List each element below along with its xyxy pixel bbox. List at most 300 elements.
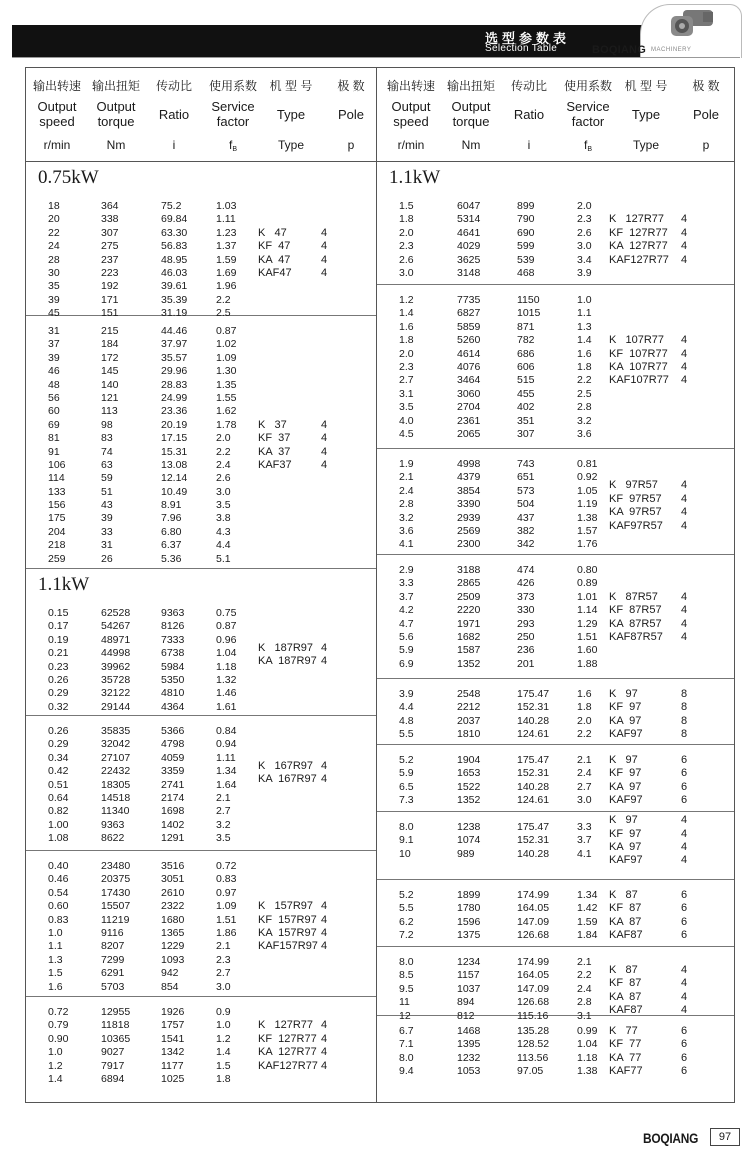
- factor-cell: 2.4: [577, 767, 592, 780]
- torque-cell: 2939: [457, 511, 481, 524]
- factor-cell: 1.61: [216, 700, 237, 713]
- factor-cell: 2.5: [577, 387, 592, 400]
- torque-cell: 3188: [457, 564, 481, 576]
- pole-value: 4: [321, 226, 328, 239]
- header-en-line: Service: [566, 99, 610, 114]
- torque-cell: 54267: [101, 620, 131, 633]
- speed-cell: 0.51: [48, 778, 69, 791]
- ratio-cell: 871: [517, 320, 535, 333]
- torque-cell: 6047: [457, 200, 481, 212]
- pole-value: 6: [681, 754, 688, 766]
- torque-cell: 9027: [101, 1046, 125, 1059]
- factor-cell: 1.32: [216, 673, 237, 686]
- factor-cell: 1.86: [216, 926, 237, 939]
- ratio-cell: 782: [517, 334, 535, 347]
- brand-logo: BOQIANG: [592, 44, 646, 56]
- torque-cell: 7917: [101, 1059, 125, 1072]
- torque-cell: 98: [101, 418, 113, 431]
- torque-cell: 15507: [101, 900, 131, 913]
- speed-cell: 2.7: [399, 374, 414, 387]
- torque-cell: 3060: [457, 387, 481, 400]
- ratio-cell: 1757: [161, 1019, 185, 1032]
- gearmotor-icon: [665, 8, 717, 38]
- ratio-cell: 152.31: [517, 701, 550, 714]
- torque-cell: 307: [101, 226, 119, 239]
- speed-cell: 1.4: [48, 1072, 63, 1085]
- header-en-line: speed: [39, 114, 75, 129]
- factor-cell: 0.87: [216, 620, 237, 633]
- pole-value: 4: [321, 418, 328, 431]
- ratio-cell: 147.09: [517, 982, 550, 995]
- factor-cell: 1.59: [577, 915, 598, 928]
- header-unit-5: p: [347, 138, 355, 152]
- torque-cell: 1232: [457, 1051, 481, 1064]
- type-name: KF 97: [609, 767, 642, 780]
- speed-cell: 3.6: [399, 524, 414, 537]
- speed-cell: 5.5: [399, 728, 414, 741]
- factor-cell: 1.2: [216, 1032, 231, 1045]
- ratio-cell: 10.49: [161, 485, 188, 498]
- factor-cell: 0.80: [577, 564, 598, 576]
- pole-value: 4: [681, 374, 688, 387]
- torque-cell: 151: [101, 307, 119, 320]
- factor-cell: 1.6: [577, 688, 592, 700]
- factor-cell: 1.59: [216, 253, 237, 266]
- factor-cell: 2.1: [577, 956, 592, 968]
- speed-cell: 4.2: [399, 604, 414, 617]
- pole-value: 8: [681, 688, 688, 700]
- ratio-cell: 152.31: [517, 834, 550, 847]
- pole-value: 8: [681, 714, 688, 727]
- type-name: KAF97: [609, 794, 643, 807]
- torque-cell: 1810: [457, 728, 481, 741]
- speed-cell: 46: [48, 365, 60, 378]
- pole-value: 4: [321, 1032, 328, 1045]
- header-en-0: [27, 99, 87, 129]
- speed-cell: 0.29: [48, 738, 69, 751]
- speed-cell: 4.4: [399, 701, 414, 714]
- type-name: K 127R77: [609, 213, 665, 226]
- pole-value: 4: [321, 940, 328, 953]
- speed-cell: 2.8: [399, 498, 414, 511]
- ratio-cell: 1025: [161, 1072, 185, 1085]
- ratio-cell: 48.95: [161, 253, 188, 266]
- speed-cell: 0.15: [48, 607, 69, 619]
- type-name: KAF107R77: [609, 374, 669, 387]
- torque-cell: 894: [457, 996, 475, 1009]
- pole-value: 8: [681, 728, 688, 741]
- factor-cell: 0.83: [216, 873, 237, 886]
- header-en-0: [381, 99, 441, 129]
- factor-cell: 1.4: [216, 1046, 231, 1059]
- ratio-cell: 1291: [161, 832, 185, 845]
- speed-cell: 1.1: [48, 940, 63, 953]
- torque-cell: 192: [101, 280, 119, 293]
- speed-cell: 30: [48, 266, 60, 279]
- factor-cell: 1.11: [216, 213, 236, 226]
- factor-cell: 0.92: [577, 471, 598, 484]
- type-name: KAF97: [609, 728, 643, 741]
- type-name: KF 97: [609, 701, 642, 714]
- ratio-cell: 140.28: [517, 780, 550, 793]
- factor-cell: 2.0: [216, 432, 231, 445]
- type-name: K 37: [258, 418, 287, 431]
- ratio-cell: 35.57: [161, 351, 188, 364]
- power-section: [26, 716, 376, 851]
- ratio-cell: 5366: [161, 725, 185, 737]
- factor-cell: 5.1: [216, 552, 231, 565]
- header-cn-1: 输出扭矩: [91, 79, 140, 93]
- header-cn-2: 传动比: [510, 79, 547, 93]
- torque-cell: 51: [101, 485, 113, 498]
- factor-cell: 2.1: [577, 754, 592, 766]
- ratio-cell: 174.99: [517, 956, 550, 968]
- torque-cell: 2509: [457, 590, 481, 603]
- torque-cell: 83: [101, 432, 113, 445]
- factor-cell: 3.0: [577, 240, 592, 253]
- factor-cell: 0.96: [216, 633, 237, 646]
- speed-cell: 28: [48, 253, 60, 266]
- type-name: KF 77: [609, 1038, 642, 1051]
- pole-value: 4: [321, 913, 328, 926]
- torque-cell: 1238: [457, 821, 481, 833]
- factor-cell: 1.09: [216, 351, 237, 364]
- torque-cell: 2037: [457, 714, 481, 727]
- torque-cell: 29144: [101, 700, 131, 713]
- torque-cell: 113: [101, 405, 118, 418]
- type-name: KF 127R77: [609, 226, 668, 239]
- speed-cell: 1.0: [48, 926, 63, 939]
- pole-value: 6: [681, 1038, 688, 1051]
- factor-cell: 3.8: [216, 512, 231, 525]
- factor-cell: 2.1: [216, 791, 231, 804]
- ratio-cell: 1680: [161, 913, 185, 926]
- torque-cell: 989: [457, 847, 475, 860]
- torque-cell: 1352: [457, 794, 481, 807]
- ratio-cell: 164.05: [517, 969, 550, 982]
- torque-cell: 74: [101, 445, 113, 458]
- speed-cell: 1.9: [399, 458, 414, 470]
- factor-cell: 1.6: [577, 347, 592, 360]
- factor-cell: 1.19: [577, 498, 598, 511]
- torque-cell: 1522: [457, 780, 481, 793]
- factor-cell: 2.0: [577, 200, 592, 212]
- torque-cell: 1375: [457, 929, 481, 942]
- ratio-cell: 468: [517, 266, 535, 279]
- speed-cell: 3.3: [399, 577, 414, 590]
- factor-cell: 1.51: [216, 913, 237, 926]
- ratio-cell: 126.68: [517, 996, 550, 1009]
- torque-cell: 1037: [457, 982, 481, 995]
- speed-cell: 0.42: [48, 765, 69, 778]
- pole-value: 4: [321, 266, 328, 279]
- ratio-cell: 539: [517, 253, 535, 266]
- factor-cell: 0.99: [577, 1025, 598, 1037]
- type-name: KAF157R97: [258, 940, 318, 953]
- pole-value: 4: [681, 964, 688, 977]
- factor-cell: 1.0: [216, 1019, 231, 1032]
- power-section: [377, 679, 734, 745]
- ratio-cell: 686: [517, 347, 535, 360]
- ratio-cell: 599: [517, 240, 535, 253]
- header-en-line: Pole: [337, 107, 365, 122]
- type-name: KF 87: [609, 977, 642, 990]
- torque-cell: 2704: [457, 401, 481, 414]
- torque-cell: 35728: [101, 673, 131, 686]
- factor-cell: 0.81: [577, 458, 598, 470]
- torque-cell: 2212: [457, 701, 481, 714]
- brand-subtitle: MACHINERY: [651, 47, 692, 53]
- factor-cell: 2.8: [577, 996, 592, 1009]
- ratio-cell: 342: [517, 538, 535, 551]
- pole-value: 4: [321, 926, 328, 939]
- torque-cell: 2865: [457, 577, 481, 590]
- torque-cell: 48971: [101, 633, 131, 646]
- torque-cell: 1234: [457, 956, 481, 968]
- torque-cell: 8622: [101, 832, 125, 845]
- torque-cell: 32042: [101, 738, 131, 751]
- factor-cell: 1.69: [216, 266, 237, 279]
- factor-cell: 1.3: [577, 320, 592, 333]
- factor-cell: 1.34: [577, 889, 598, 901]
- factor-cell: 1.35: [216, 378, 237, 391]
- factor-cell: 1.57: [577, 524, 598, 537]
- pole-value: 4: [681, 253, 688, 266]
- speed-cell: 8.0: [399, 821, 414, 833]
- pole-value: 6: [681, 902, 688, 915]
- torque-cell: 3854: [457, 484, 481, 497]
- factor-cell: 3.0: [216, 980, 231, 993]
- speed-cell: 4.5: [399, 427, 414, 440]
- ratio-cell: 854: [161, 980, 179, 993]
- pole-value: 4: [681, 604, 688, 617]
- factor-cell: 1.14: [577, 604, 598, 617]
- pole-value: 4: [681, 841, 688, 854]
- ratio-cell: 382: [517, 524, 535, 537]
- type-name: KA 47: [258, 253, 291, 266]
- torque-cell: 184: [101, 338, 119, 351]
- speed-cell: 7.2: [399, 929, 414, 942]
- ratio-cell: 6.80: [161, 525, 182, 538]
- speed-cell: 3.7: [399, 590, 414, 603]
- unit-subscript: B: [587, 146, 592, 153]
- pole-value: 8: [681, 701, 688, 714]
- page-number: 97: [710, 1128, 740, 1146]
- torque-cell: 145: [101, 365, 119, 378]
- speed-cell: 1.2: [399, 294, 414, 306]
- speed-cell: 1.08: [48, 832, 69, 845]
- speed-cell: 218: [48, 539, 66, 552]
- pole-value: 6: [681, 1051, 688, 1064]
- factor-cell: 1.34: [216, 765, 237, 778]
- header-en-line: Pole: [692, 107, 720, 122]
- ratio-cell: 63.30: [161, 226, 188, 239]
- torque-cell: 338: [101, 213, 119, 226]
- ratio-cell: 5984: [161, 660, 185, 673]
- power-section: [26, 997, 376, 1093]
- header-unit-1: Nm: [106, 138, 126, 152]
- torque-cell: 11219: [101, 913, 130, 926]
- torque-cell: 171: [101, 293, 119, 306]
- torque-cell: 1780: [457, 902, 481, 915]
- speed-cell: 3.2: [399, 511, 414, 524]
- header-en-line: factor: [216, 114, 250, 129]
- speed-cell: 175: [48, 512, 66, 525]
- ratio-cell: 13.08: [161, 458, 188, 471]
- factor-cell: 3.0: [577, 794, 592, 807]
- ratio-cell: 1365: [161, 926, 185, 939]
- pole-value: 4: [321, 1046, 328, 1059]
- type-name: KAF87: [609, 1004, 643, 1017]
- factor-cell: 3.6: [577, 427, 592, 440]
- pole-value: 4: [681, 213, 688, 226]
- torque-cell: 1352: [457, 657, 481, 670]
- torque-cell: 6827: [457, 307, 481, 320]
- torque-cell: 14518: [101, 791, 131, 804]
- torque-cell: 140: [101, 378, 119, 391]
- pole-value: 6: [681, 1065, 688, 1078]
- ratio-cell: 44.46: [161, 325, 188, 337]
- ratio-cell: 455: [517, 387, 535, 400]
- header-en-5: [676, 107, 736, 122]
- factor-cell: 2.8: [577, 401, 592, 414]
- pole-value: 6: [681, 767, 688, 780]
- ratio-cell: 3051: [161, 873, 185, 886]
- power-section: [377, 880, 734, 947]
- torque-cell: 26: [101, 552, 113, 565]
- speed-cell: 0.72: [48, 1006, 69, 1018]
- power-section: [26, 569, 376, 716]
- speed-cell: 3.0: [399, 266, 414, 279]
- torque-cell: 1468: [457, 1025, 481, 1037]
- torque-cell: 44998: [101, 647, 131, 660]
- factor-cell: 1.8: [577, 360, 592, 373]
- factor-cell: 1.8: [577, 701, 592, 714]
- power-section: [377, 449, 734, 555]
- header-unit-5: p: [702, 138, 710, 152]
- torque-cell: 31: [101, 539, 113, 552]
- pole-value: 4: [681, 1004, 688, 1017]
- header-unit-4: Type: [277, 138, 304, 152]
- speed-cell: 91: [48, 445, 60, 458]
- ratio-cell: 942: [161, 967, 179, 980]
- factor-cell: 2.0: [577, 714, 592, 727]
- type-name: K 77: [609, 1025, 638, 1037]
- factor-cell: 1.84: [577, 929, 598, 942]
- header-en-line: Output: [96, 99, 136, 114]
- ratio-cell: 1093: [161, 953, 185, 966]
- type-name: KF 157R97: [258, 913, 317, 926]
- ratio-cell: 113.56: [517, 1051, 549, 1064]
- type-name: KA 167R97: [258, 773, 317, 786]
- speed-cell: 1.8: [399, 334, 414, 347]
- type-name: K 97: [609, 688, 638, 700]
- torque-cell: 27107: [101, 751, 131, 764]
- speed-cell: 2.6: [399, 253, 414, 266]
- pole-value: 4: [681, 630, 688, 643]
- torque-cell: 1074: [457, 834, 481, 847]
- torque-cell: 1596: [457, 915, 481, 928]
- torque-cell: 275: [101, 240, 119, 253]
- ratio-cell: 175.47: [517, 754, 550, 766]
- torque-cell: 2569: [457, 524, 481, 537]
- ratio-cell: 4798: [161, 738, 185, 751]
- speed-cell: 2.0: [399, 226, 414, 239]
- torque-cell: 4379: [457, 471, 481, 484]
- speed-cell: 0.26: [48, 725, 69, 737]
- speed-cell: 24: [48, 240, 60, 253]
- torque-cell: 2361: [457, 414, 481, 427]
- footer-brand: BOQIANG: [643, 1130, 699, 1146]
- type-name: KF 87R57: [609, 604, 662, 617]
- ratio-cell: 174.99: [517, 889, 550, 901]
- factor-cell: 1.38: [577, 511, 598, 524]
- header-en-4: [616, 107, 676, 122]
- header-en-line: Output: [37, 99, 77, 114]
- factor-cell: 0.87: [216, 325, 237, 337]
- factor-cell: 0.72: [216, 860, 237, 872]
- ratio-cell: 1015: [517, 307, 541, 320]
- factor-cell: 0.94: [216, 738, 237, 751]
- ratio-cell: 1177: [161, 1059, 184, 1072]
- type-name: KAF87: [609, 929, 643, 942]
- type-name: KF 47: [258, 240, 291, 253]
- speed-cell: 9.1: [399, 834, 414, 847]
- pole-value: 4: [321, 253, 328, 266]
- type-name: K 107R77: [609, 334, 665, 347]
- torque-cell: 3390: [457, 498, 481, 511]
- ratio-cell: 35.39: [161, 293, 188, 306]
- ratio-cell: 8.91: [161, 499, 182, 512]
- type-name: KF 107R77: [609, 347, 668, 360]
- header-en-line: Output: [451, 99, 491, 114]
- speed-cell: 1.6: [48, 980, 63, 993]
- factor-cell: 1.23: [216, 226, 237, 239]
- factor-cell: 0.97: [216, 886, 237, 899]
- torque-cell: 237: [101, 253, 119, 266]
- type-name: KAF77: [609, 1065, 643, 1078]
- speed-cell: 8.0: [399, 1051, 414, 1064]
- speed-cell: 106: [48, 458, 66, 471]
- factor-cell: 2.2: [577, 374, 592, 387]
- speed-cell: 7.1: [399, 1038, 414, 1051]
- torque-cell: 223: [101, 266, 119, 279]
- speed-cell: 1.2: [48, 1059, 63, 1072]
- type-name: K 157R97: [258, 900, 314, 913]
- speed-cell: 2.3: [399, 360, 414, 373]
- power-section: [377, 812, 734, 880]
- speed-cell: 0.26: [48, 673, 69, 686]
- ratio-cell: 124.61: [517, 794, 550, 807]
- speed-cell: 5.5: [399, 902, 414, 915]
- speed-cell: 4.1: [399, 538, 414, 551]
- speed-cell: 0.60: [48, 900, 69, 913]
- speed-cell: 5.9: [399, 767, 414, 780]
- factor-cell: 2.5: [216, 307, 231, 320]
- speed-cell: 39: [48, 351, 60, 364]
- speed-cell: 0.23: [48, 660, 69, 673]
- header-en-line: torque: [452, 114, 490, 129]
- ratio-cell: 1541: [161, 1032, 185, 1045]
- speed-cell: 6.5: [399, 780, 414, 793]
- header-en-1: [86, 99, 146, 129]
- pole-value: 4: [321, 240, 328, 253]
- factor-cell: 1.03: [216, 200, 237, 212]
- pole-value: 4: [321, 1059, 328, 1072]
- ratio-cell: 9363: [161, 607, 185, 619]
- pole-value: 4: [681, 977, 688, 990]
- torque-cell: 63: [101, 458, 113, 471]
